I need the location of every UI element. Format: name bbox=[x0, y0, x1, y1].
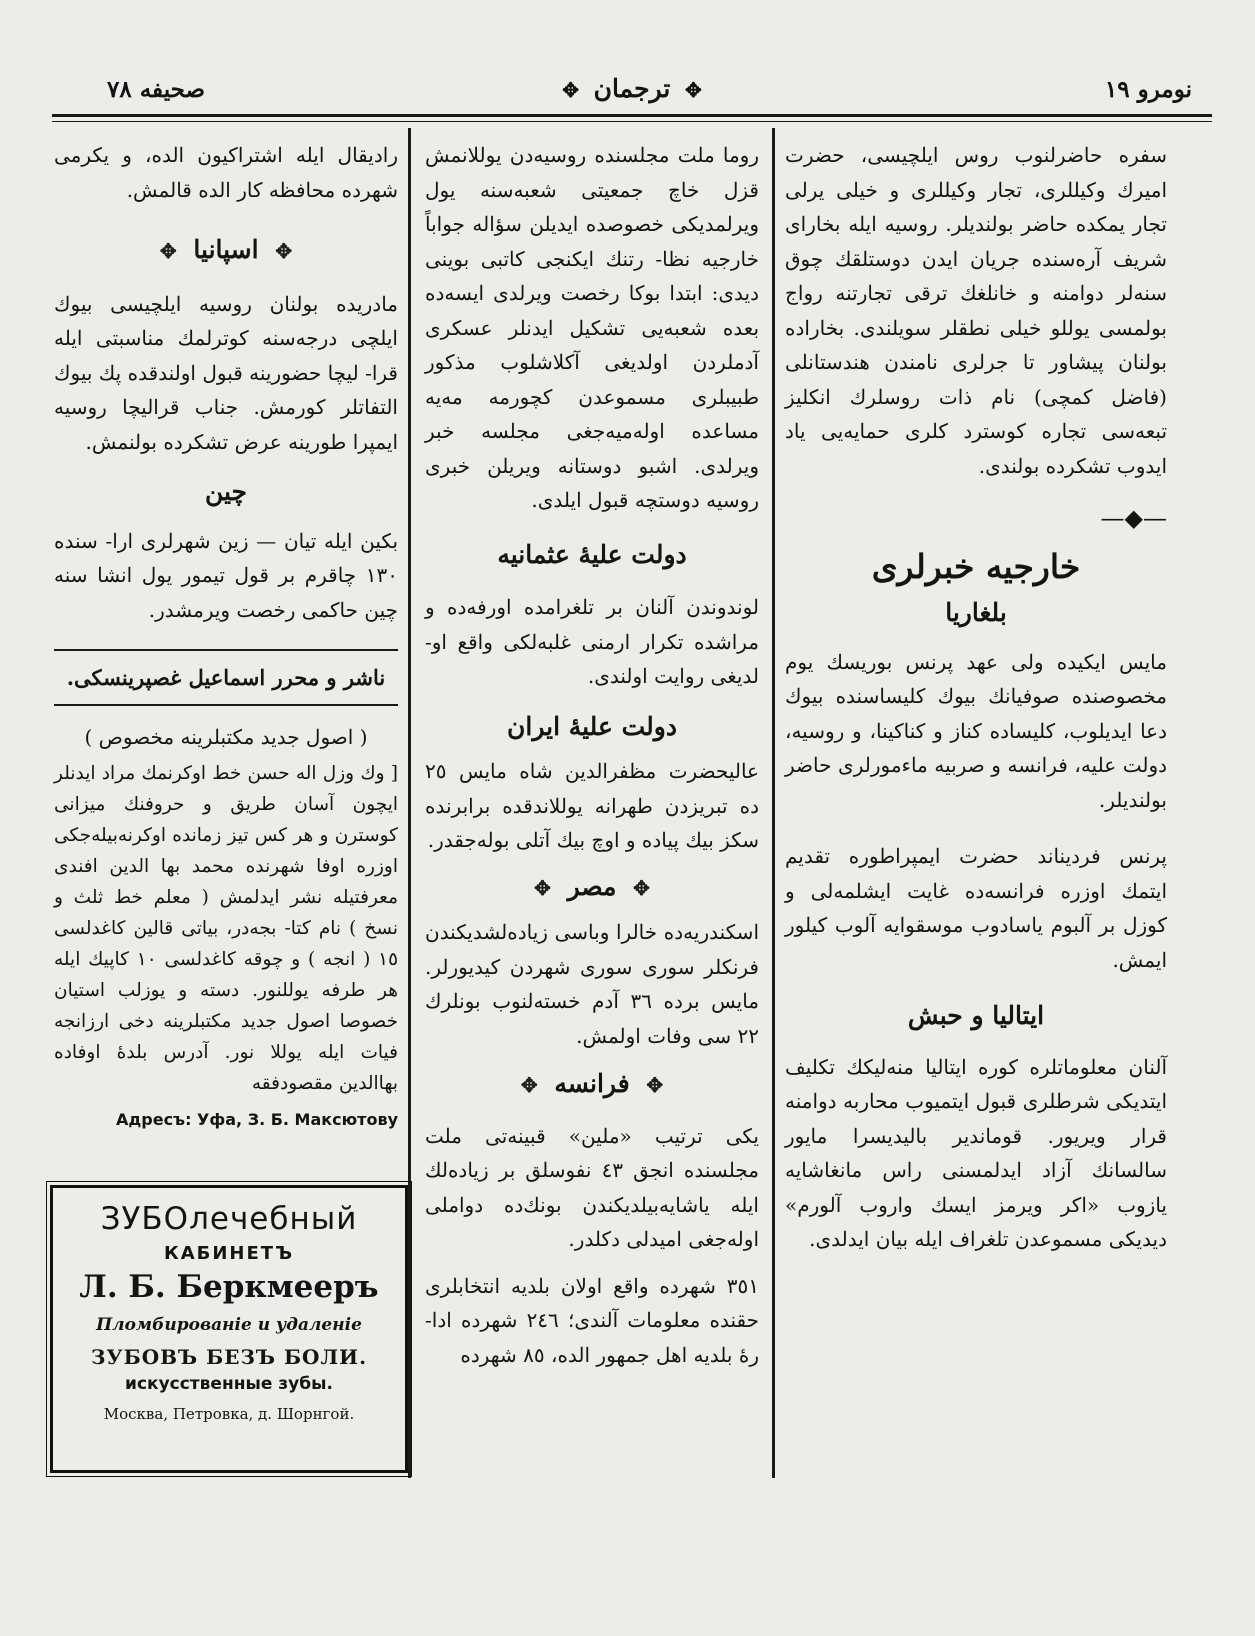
bulgaria-paragraph-2 bbox=[785, 839, 1167, 977]
text-line: مه‌يه مساعده اوله‌ميه‌جغى مجلسه خبر ويرلدى. bbox=[425, 384, 759, 478]
text-line: اوفا شهرنده محمد بها الدين افندى معرفتيله bbox=[54, 856, 399, 908]
text-line: بيك پياده و اوچ بيك آتلى بوله‌جقدر. bbox=[427, 828, 714, 852]
text-line: بجه‌در، بياتى قالين كاغدلسى ١٥ ( انجه ) و bbox=[54, 918, 399, 970]
section-heading-foreign-news: خارجيه خبرلرى bbox=[871, 546, 1081, 586]
ornament-icon: ✥ bbox=[520, 1073, 538, 1097]
text-line: كوزل بر آلبوم ياسادوب موسقوايه آلوب bbox=[834, 913, 1167, 937]
ornament-icon: ✥ bbox=[159, 239, 177, 263]
text-line: جرلرى نامندن هندستانلى (فاضل كمچى) bbox=[785, 350, 1167, 409]
heading-spain: ✥ اسپانيا ✥ bbox=[54, 233, 398, 269]
text-line: سنده ١٣٠ چاقرم بر قول تيمور يول انشا bbox=[54, 528, 398, 587]
text-line: بكين ايله تيان — زين شهرلرى ارا- bbox=[105, 528, 399, 553]
text-line: اشبو دوستانه ويريلن خبرى روسيه دوستچه bbox=[425, 453, 759, 512]
rule bbox=[54, 704, 398, 706]
text-line: بيوك دعا ايديلوب، كليساده كناز و كناكينا، bbox=[785, 684, 1168, 743]
france-paragraph-1 bbox=[425, 1119, 759, 1257]
advert-line-2: КАБИНЕТЪ bbox=[164, 1242, 294, 1264]
rome-article bbox=[425, 138, 759, 518]
middle-column bbox=[425, 138, 759, 1372]
book-advert-title: ( اصول جديد مكتبلرينه مخصوص ) bbox=[84, 724, 368, 749]
header-rule-thin bbox=[52, 121, 1212, 122]
text-line: ايله بيان ايدلدى. bbox=[809, 1227, 943, 1251]
book-advert bbox=[54, 758, 398, 1099]
text-line: دوستلقك چوق سنه‌لر دوامنه و خانلغك bbox=[785, 246, 1168, 305]
text-line: پرنس فرديناند حضرت ايمپراطوره تقديم bbox=[785, 844, 1167, 868]
text-line: قزل خاچ جمعيتى شعبه‌سنه يول ويرلمديكى bbox=[425, 177, 760, 236]
text-line: فرنكلر سورى سورى شهردن كيديورلر. bbox=[425, 954, 759, 979]
france-paragraph-2 bbox=[425, 1269, 759, 1373]
text-line: ايله بخاراى شريف آره‌سنده جريان ايدن bbox=[785, 212, 1167, 271]
ornament-icon: ✥ bbox=[275, 239, 293, 263]
dental-advert bbox=[50, 1185, 408, 1473]
right-column bbox=[785, 138, 1167, 1257]
header-rule-thick bbox=[52, 114, 1212, 117]
text-line: ٣٥١ شهرده واقع اولان بلديه انتخابلرى bbox=[425, 1273, 759, 1298]
issue-number: نومرو ١٩ bbox=[1104, 76, 1192, 103]
ornament-icon: ✥ bbox=[685, 78, 702, 102]
italy-paragraph bbox=[785, 1050, 1167, 1257]
text-line: تكليف ايتديكى شرطلرى قبول ايتميوب bbox=[785, 1054, 1168, 1113]
heading-ottoman-state: دولت عليهٔ عثمانيه bbox=[497, 539, 687, 569]
text-line: لديغى روايت اولندى. bbox=[587, 664, 759, 688]
text-line: يوللنور. دسته و يوزلب استيان خصوصا اصول bbox=[54, 980, 399, 1032]
text-line: نور. آدرس بلدهٔ اوفاده بهاالدين مقصودفقه bbox=[54, 1042, 398, 1094]
text-line: [ وك وزل اله حسن خط اوكرنمك مراد ايدنلر bbox=[54, 763, 398, 784]
spain-paragraph bbox=[54, 287, 398, 460]
text-line: آكلاشلوب مذكور طبيبلرى مسموعدن كچورمه bbox=[425, 350, 760, 409]
text-line: و هر كس تيز زمانده اوكرنه‌بيله‌جكى اوزره bbox=[54, 825, 398, 877]
text-line: مجلسنده انجق ٤٣ نفوسلق بر زياده‌لك bbox=[425, 1158, 760, 1182]
text-line: تشكيل ايدنلر عسكرى آدملردن اولديغى bbox=[425, 315, 759, 374]
egypt-paragraph bbox=[425, 915, 759, 1053]
heading-egypt: ✥ مصر ✥ bbox=[425, 870, 759, 906]
text-line: چوقه كاغدلسى ١٠ كاپيك ايله هر طرفه bbox=[54, 949, 399, 1001]
rule bbox=[54, 649, 398, 651]
article-intro bbox=[785, 138, 1167, 483]
ornament-icon: ✥ bbox=[534, 875, 551, 900]
text-line: واروب آلورم» ديديكى مسموعدن تلغراف bbox=[785, 1192, 1167, 1251]
text-line: طورينه عرض تشكرده بولنمش. bbox=[85, 429, 347, 454]
text-line: نشر ايدلمش ( معلم خط ثلث و نسخ ) نام كتا- bbox=[54, 887, 398, 939]
text-line: رهٔ بلديه اهل جمهور الده، ٨٥ شهرده bbox=[460, 1342, 759, 1367]
heading-china: چين bbox=[204, 477, 248, 506]
text-line: باليديسرا مايور سالسانك آزاد ايدلمسنى bbox=[785, 1123, 1167, 1182]
advert-line-3: Л. Б. Беркмееръ bbox=[79, 1269, 379, 1306]
text-line: رتنك ايكنجى كاتبى بوينى ديدى: ابتدا bbox=[425, 246, 760, 305]
text-line: تبريزدن طهرانه يوللاندقده برابرنده سكز bbox=[425, 793, 759, 852]
text-line: التفاتلر كورمش. جناب قراليچا روسيه ايمپرا bbox=[54, 395, 398, 454]
heading-iran: دولت عليهٔ ايران bbox=[507, 711, 677, 741]
text-line: ليچا حضورينه قبول اولندقده پك بيوك bbox=[54, 360, 359, 385]
text-line: نطقلر سويلندى. بخاراده بولنان پيشاور تا bbox=[785, 315, 1167, 374]
text-line: كيلور ايمش. bbox=[785, 913, 1167, 972]
text-line: قبول ايلدى. bbox=[531, 488, 629, 512]
text-line: نام ذات روسلرك انكليز تبعه‌سى تجاره bbox=[785, 384, 1168, 443]
text-line: مايس ايكيده ولى عهد پرنس بوريسك bbox=[826, 649, 1167, 674]
text-line: حقنده معلومات آلندى؛ ٢٤٦ شهرده ادا- bbox=[425, 1308, 759, 1332]
text-line: آلنان معلوماتلره كوره ايتاليا منه‌ليكك bbox=[846, 1054, 1168, 1079]
text-line: ايچون آسان طريق و حروفنك ميزانى كوسترن bbox=[54, 794, 398, 846]
publisher-line: ناشر و محرر اسماعيل غصپرينسكى. bbox=[66, 665, 386, 690]
advert-line-6: искусственные зубы. bbox=[125, 1373, 333, 1394]
text-line: اسكندريه‌ده خالرا وباسى زياده‌لشديكندن bbox=[425, 920, 759, 944]
text-line: مايس برده ٣٦ آدم خسته‌لنوب بونلرك ٢٢ bbox=[425, 989, 760, 1048]
text-line: ايلچى درجه‌سنه كوترلمك مناسبتى ايله قرا- bbox=[54, 326, 398, 385]
page-header bbox=[52, 70, 1212, 114]
text-line: ايله ياشايه‌بيلديكندن بونك‌ده دواملى اوله‌جغى bbox=[425, 1192, 759, 1251]
text-line: ماءمورلرى حاضر بولنديلر. bbox=[785, 753, 1167, 812]
left-column bbox=[54, 138, 398, 1138]
ottoman-paragraph bbox=[425, 590, 759, 694]
advert-line-1: ЗУБОлечебный bbox=[100, 1201, 358, 1237]
text-line: بولندى. bbox=[978, 453, 1040, 478]
section-separator: —◆— bbox=[1100, 504, 1167, 532]
masthead-title bbox=[52, 74, 1212, 103]
address-line: Адресъ: Уфа, З. Б. Максютову bbox=[115, 1110, 398, 1129]
text-line: مادريده بولنان روسيه ايلچيسى بيوك bbox=[54, 291, 398, 316]
text-line: لوندوندن آلنان بر تلغرامده اورفه‌ده و bbox=[425, 595, 759, 619]
advert-line-7: Москва, Петровка, д. Шорнгой. bbox=[103, 1405, 355, 1424]
column-divider-right bbox=[772, 128, 775, 1478]
text-line: راس مانغاشايه يازوب «اكر ويرمز ايسك bbox=[785, 1158, 1167, 1217]
text-line: سنه چين حاكمى رخصت ويرمشدر. bbox=[54, 563, 398, 622]
masthead-name: ترجمان bbox=[593, 74, 671, 103]
text-line: يرلى تجار يمكده حاضر بولنديلر. روسيه bbox=[785, 177, 1168, 236]
text-line: سى وفات اولمش. bbox=[576, 1023, 732, 1048]
text-line: روما ملت مجلسنده روسيه‌دن يوللانمش bbox=[425, 143, 759, 167]
china-paragraph bbox=[54, 524, 398, 628]
text-line: ايتمك اوزره فرانسه‌ده غايت ايشلمه‌لى و bbox=[785, 878, 1167, 903]
advert-line-4: Пломбированіе и удаленіе bbox=[96, 1314, 362, 1335]
text-line: عاليحضرت مظفرالدين شاه مايس ٢٥ ده bbox=[425, 759, 759, 818]
text-line: مراشده تكرار ارمنى غلبه‌لكى واقع او- bbox=[425, 629, 759, 654]
text-line: و روسيه، دولت عليه، فرانسه و صربيه bbox=[785, 718, 1168, 777]
text-line: اميدلى دكلدر. bbox=[568, 1227, 682, 1251]
text-line: راديقال ايله اشتراكيون الده، و يكرمى bbox=[54, 143, 398, 167]
advert-line-5: ЗУБОВЪ БЕЗЪ БОЛИ. bbox=[90, 1344, 368, 1369]
text-line: خصوصده ايديلن سؤاله جواباً خارجيه نظا- bbox=[425, 212, 760, 271]
bulgaria-paragraph-1 bbox=[785, 645, 1167, 818]
text-line: بوكا رخصت ويرلدى ايسه‌ده بعده شعبه‌يى bbox=[425, 281, 760, 340]
text-line: ترقى تجارتنه رواج بولمسى يوللو خيلى bbox=[785, 281, 1167, 340]
column-divider-left bbox=[408, 128, 411, 1478]
text-line: كوسترد كلرى حمايه‌يى ياد ايدوب تشكرده bbox=[785, 419, 1167, 478]
text-line: اميرك وكيللرى، تجار وكيللرى و خيلى bbox=[836, 177, 1168, 202]
france-continuation bbox=[54, 138, 398, 207]
text-line: جديد مكتبلرينه دخى ارزانجه فيات ايله يوللا bbox=[54, 1011, 398, 1063]
ornament-icon: ✥ bbox=[562, 78, 579, 102]
text-line: يكى ترتيب «ملين» قبينه‌تى ملت bbox=[425, 1123, 759, 1148]
iran-paragraph bbox=[425, 754, 759, 858]
text-line: محاربه دوامنه قرار ويريور. قوماندير bbox=[785, 1089, 1167, 1148]
text-line: سفره حاضرلنوب روس ايلچيسى، حضرت bbox=[785, 143, 1167, 167]
ornament-icon: ✥ bbox=[633, 875, 650, 900]
heading-bulgaria: بلغاريا bbox=[945, 598, 1007, 627]
text-line: يوم مخصوصنده صوفيانك بيوك كليساسنده bbox=[785, 649, 1167, 708]
text-line: شهرده محافظه كار الده قالمش. bbox=[126, 177, 398, 202]
page-number: صحيفه ٧٨ bbox=[107, 76, 206, 103]
heading-italy-abyssinia: ايتاليا و حبش bbox=[907, 1001, 1045, 1030]
heading-france: ✥ فرانسه ✥ bbox=[425, 1067, 759, 1103]
ornament-icon: ✥ bbox=[646, 1073, 664, 1097]
